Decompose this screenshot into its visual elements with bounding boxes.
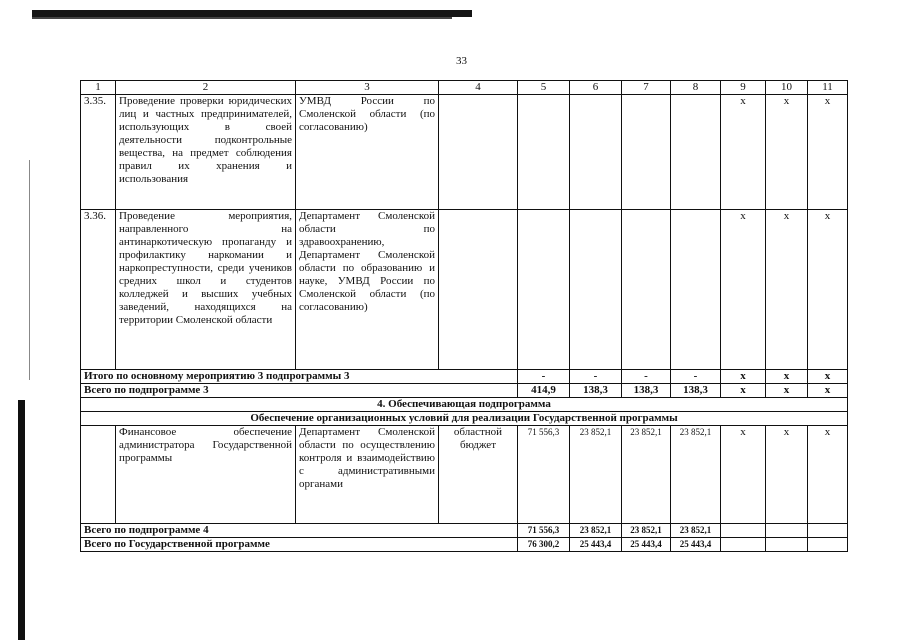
subsection-heading: Обеспечение организационных условий для реализации Государственной программы [81,412,848,426]
mark-cell: х [766,95,808,210]
mark-cell: х [721,95,766,210]
mark-cell: х [721,426,766,524]
column-number: 10 [766,81,808,95]
mark-cell: х [721,384,766,398]
value-cell: 23 852,1 [570,524,622,538]
executor-cell: Департамент Смоленской области по здравоохранению, Департамент Смоленской области по образованию и науке, УМВД России по Смоленской области (по согласованию) [296,210,439,370]
mark-cell [766,524,808,538]
value-cell: 23 852,1 [671,524,721,538]
source-cell [439,95,518,210]
value-cell: - [518,370,570,384]
table-row [81,95,848,210]
row-number: 3.36. [81,210,116,370]
mark-cell: х [766,210,808,370]
source-cell: областной бюджет [439,426,518,524]
mark-cell: х [808,426,848,524]
measure-cell: Финансовое обеспечение администратора Государственной программы [116,426,296,524]
table-row [81,210,848,370]
value-cell: 23 852,1 [570,426,622,524]
mark-cell: х [808,384,848,398]
value-cell: 23 852,1 [671,426,721,524]
value-cell: 138,3 [622,384,671,398]
program-table [80,80,848,552]
value-cell: - [570,370,622,384]
column-number: 4 [439,81,518,95]
executor-cell: Департамент Смоленской области по осуществлению контроля и взаимодействию с административными органами [296,426,439,524]
mark-cell: х [721,370,766,384]
row-number: 3.35. [81,95,116,210]
column-number: 2 [116,81,296,95]
mark-cell [808,538,848,552]
value-cell: 138,3 [570,384,622,398]
value-cell: - [671,370,721,384]
mark-cell: х [766,384,808,398]
section-heading: 4. Обеспечивающая подпрограмма [81,398,848,412]
value-cell: 71 556,3 [518,524,570,538]
total-row [81,538,848,552]
column-number: 11 [808,81,848,95]
total-row [81,524,848,538]
total-row [81,370,848,384]
total-row [81,384,848,398]
column-number: 5 [518,81,570,95]
executor-cell: УМВД России по Смоленской области (по согласованию) [296,95,439,210]
scan-artifact-side-line [29,160,30,380]
mark-cell: х [766,370,808,384]
mark-cell: х [808,370,848,384]
subsection-heading-row [81,412,848,426]
value-cell: 25 443,4 [671,538,721,552]
scan-artifact-top-line [32,17,452,19]
column-number: 1 [81,81,116,95]
mark-cell: х [808,95,848,210]
value-cell [518,210,570,370]
total-label: Всего по Государственной программе [81,538,518,552]
mark-cell [721,538,766,552]
column-number-row [81,81,848,95]
value-cell: 414,9 [518,384,570,398]
value-cell: - [622,370,671,384]
value-cell [570,95,622,210]
column-number: 9 [721,81,766,95]
mark-cell: х [766,426,808,524]
column-number: 7 [622,81,671,95]
source-cell [439,210,518,370]
value-cell: 23 852,1 [622,524,671,538]
value-cell [518,95,570,210]
column-number: 8 [671,81,721,95]
value-cell [570,210,622,370]
value-cell: 23 852,1 [622,426,671,524]
value-cell [671,210,721,370]
value-cell: 76 300,2 [518,538,570,552]
page-number: 33 [456,55,467,67]
total-label: Всего по подпрограмме 4 [81,524,518,538]
mark-cell [721,524,766,538]
total-label: Всего по подпрограмме 3 [81,384,518,398]
scan-artifact-top-bar [32,10,472,17]
mark-cell: х [721,210,766,370]
column-number: 3 [296,81,439,95]
column-number: 6 [570,81,622,95]
section-heading-row [81,398,848,412]
table-row [81,426,848,524]
mark-cell: х [808,210,848,370]
value-cell: 25 443,4 [570,538,622,552]
measure-cell: Проведение мероприятия, направленного на антинаркотическую пропаганду и профилактику наркомании и наркопреступности, среди учеников средних школ и студентов колледжей и высших учебных заведений, находящихся на территории Смоленской области [116,210,296,370]
scan-artifact-side-bar [18,400,25,640]
mark-cell [766,538,808,552]
mark-cell [808,524,848,538]
measure-cell: Проведение проверки юридических лиц и частных предпринимателей, использующих в своей деятельности подконтрольные вещества, на предмет соблюдения правил их хранения и использования [116,95,296,210]
value-cell [671,95,721,210]
value-cell [622,210,671,370]
row-number [81,426,116,524]
value-cell: 25 443,4 [622,538,671,552]
value-cell: 138,3 [671,384,721,398]
value-cell [622,95,671,210]
value-cell: 71 556,3 [518,426,570,524]
total-label: Итого по основному мероприятию 3 подпрограммы 3 [81,370,518,384]
